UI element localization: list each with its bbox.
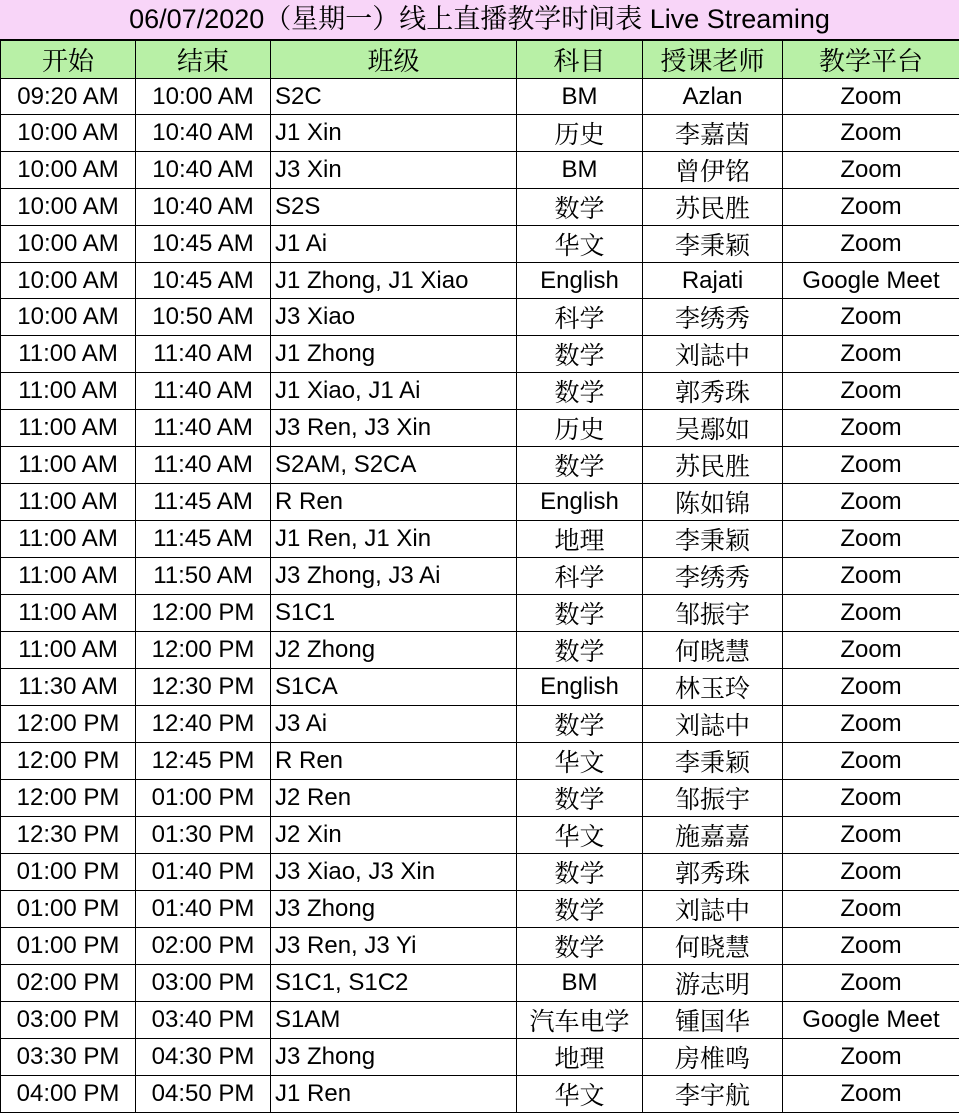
table-row (1, 447, 959, 484)
cell-platform: Zoom (783, 447, 959, 484)
cell-start: 11:00 AM (1, 521, 136, 558)
cell-start: 01:00 PM (1, 928, 136, 965)
table-row (1, 1039, 959, 1076)
cell-platform: Zoom (783, 115, 959, 152)
cell-teacher: 李秉颖 (643, 521, 783, 558)
cell-subject: 华文 (517, 226, 643, 263)
cell-end: 11:40 AM (136, 336, 271, 373)
cell-end: 01:40 PM (136, 854, 271, 891)
table-row (1, 373, 959, 410)
cell-platform: Zoom (783, 484, 959, 521)
cell-subject: 科学 (517, 299, 643, 336)
cell-subject: 科学 (517, 558, 643, 595)
cell-class: J1 Zhong (271, 336, 517, 373)
cell-start: 10:00 AM (1, 263, 136, 299)
cell-teacher: Azlan (643, 79, 783, 115)
table-row (1, 336, 959, 373)
cell-class: S2S (271, 189, 517, 226)
table-row (1, 410, 959, 447)
cell-platform: Zoom (783, 854, 959, 891)
cell-platform: Zoom (783, 226, 959, 263)
cell-start: 10:00 AM (1, 152, 136, 189)
cell-teacher: 苏民胜 (643, 447, 783, 484)
cell-subject: 数学 (517, 706, 643, 743)
cell-teacher: 施嘉嘉 (643, 817, 783, 854)
cell-start: 04:00 PM (1, 1076, 136, 1113)
cell-teacher: 刘誌中 (643, 891, 783, 928)
cell-end: 11:40 AM (136, 373, 271, 410)
cell-class: J1 Xiao, J1 Ai (271, 373, 517, 410)
cell-class: J3 Xiao (271, 299, 517, 336)
cell-class: S1C1 (271, 595, 517, 632)
header-end: 结束 (136, 41, 271, 79)
cell-subject: 数学 (517, 928, 643, 965)
cell-start: 03:00 PM (1, 1002, 136, 1039)
table-row (1, 780, 959, 817)
table-row (1, 226, 959, 263)
cell-end: 11:40 AM (136, 447, 271, 484)
table-row (1, 484, 959, 521)
cell-platform: Zoom (783, 669, 959, 706)
cell-class: J3 Zhong (271, 1039, 517, 1076)
cell-start: 11:00 AM (1, 484, 136, 521)
cell-teacher: 郭秀珠 (643, 854, 783, 891)
cell-subject: 历史 (517, 410, 643, 447)
cell-teacher: 郭秀珠 (643, 373, 783, 410)
cell-class: J3 Zhong, J3 Ai (271, 558, 517, 595)
header-subject: 科目 (517, 41, 643, 79)
cell-class: J3 Ai (271, 706, 517, 743)
cell-class: J2 Ren (271, 780, 517, 817)
cell-subject: 华文 (517, 1076, 643, 1113)
table-row (1, 706, 959, 743)
cell-subject: 数学 (517, 447, 643, 484)
cell-platform: Zoom (783, 299, 959, 336)
table-row (1, 632, 959, 669)
table-row (1, 928, 959, 965)
cell-end: 12:45 PM (136, 743, 271, 780)
cell-teacher: 邹振宇 (643, 595, 783, 632)
cell-end: 12:30 PM (136, 669, 271, 706)
cell-subject: BM (517, 965, 643, 1002)
cell-end: 11:50 AM (136, 558, 271, 595)
cell-class: J3 Ren, J3 Yi (271, 928, 517, 965)
cell-platform: Zoom (783, 928, 959, 965)
cell-teacher: 邹振宇 (643, 780, 783, 817)
cell-subject: 数学 (517, 891, 643, 928)
cell-subject: 地理 (517, 521, 643, 558)
cell-subject: 数学 (517, 373, 643, 410)
cell-class: S2C (271, 79, 517, 115)
cell-platform: Zoom (783, 1076, 959, 1113)
cell-subject: BM (517, 79, 643, 115)
cell-end: 01:00 PM (136, 780, 271, 817)
cell-start: 12:00 PM (1, 706, 136, 743)
cell-end: 10:40 AM (136, 115, 271, 152)
table-row (1, 152, 959, 189)
cell-class: R Ren (271, 743, 517, 780)
cell-teacher: 曾伊铭 (643, 152, 783, 189)
cell-subject: 华文 (517, 743, 643, 780)
table-row (1, 669, 959, 706)
cell-start: 12:00 PM (1, 743, 136, 780)
table-row (1, 1076, 959, 1113)
cell-platform: Zoom (783, 79, 959, 115)
header-class: 班级 (271, 41, 517, 79)
cell-class: J2 Xin (271, 817, 517, 854)
table-row (1, 965, 959, 1002)
cell-end: 01:30 PM (136, 817, 271, 854)
cell-class: J1 Ai (271, 226, 517, 263)
timetable-body (1, 79, 959, 1113)
cell-platform: Zoom (783, 1039, 959, 1076)
cell-class: J2 Zhong (271, 632, 517, 669)
cell-end: 11:40 AM (136, 410, 271, 447)
table-row (1, 854, 959, 891)
cell-platform: Zoom (783, 189, 959, 226)
table-row (1, 299, 959, 336)
cell-platform: Zoom (783, 891, 959, 928)
cell-start: 10:00 AM (1, 299, 136, 336)
timetable-title: 06/07/2020（星期一）线上直播教学时间表 Live Streaming (0, 0, 959, 40)
cell-start: 10:00 AM (1, 226, 136, 263)
cell-teacher: 游志明 (643, 965, 783, 1002)
cell-class: J1 Zhong, J1 Xiao (271, 263, 517, 299)
cell-platform: Zoom (783, 780, 959, 817)
cell-class: R Ren (271, 484, 517, 521)
cell-teacher: Rajati (643, 263, 783, 299)
cell-start: 02:00 PM (1, 965, 136, 1002)
cell-start: 11:00 AM (1, 373, 136, 410)
cell-platform: Zoom (783, 595, 959, 632)
cell-end: 03:00 PM (136, 965, 271, 1002)
cell-end: 11:45 AM (136, 484, 271, 521)
timetable-table (0, 40, 959, 1113)
cell-end: 01:40 PM (136, 891, 271, 928)
cell-end: 12:00 PM (136, 632, 271, 669)
cell-class: J3 Zhong (271, 891, 517, 928)
cell-teacher: 李秉颖 (643, 226, 783, 263)
table-row (1, 189, 959, 226)
cell-platform: Zoom (783, 817, 959, 854)
cell-subject: 数学 (517, 189, 643, 226)
cell-class: J1 Ren, J1 Xin (271, 521, 517, 558)
cell-teacher: 李绣秀 (643, 558, 783, 595)
cell-start: 11:00 AM (1, 447, 136, 484)
cell-teacher: 房椎鸣 (643, 1039, 783, 1076)
cell-subject: 数学 (517, 595, 643, 632)
header-start: 开始 (1, 41, 136, 79)
cell-start: 10:00 AM (1, 115, 136, 152)
cell-platform: Zoom (783, 521, 959, 558)
cell-platform: Zoom (783, 558, 959, 595)
cell-teacher: 锺国华 (643, 1002, 783, 1039)
cell-subject: 数学 (517, 780, 643, 817)
cell-end: 11:45 AM (136, 521, 271, 558)
cell-subject: 数学 (517, 632, 643, 669)
table-row (1, 817, 959, 854)
cell-teacher: 何晓慧 (643, 928, 783, 965)
cell-teacher: 刘誌中 (643, 706, 783, 743)
table-row (1, 1002, 959, 1039)
cell-platform: Zoom (783, 373, 959, 410)
cell-teacher: 李嘉茵 (643, 115, 783, 152)
table-row (1, 595, 959, 632)
cell-class: S1CA (271, 669, 517, 706)
cell-subject: 数学 (517, 336, 643, 373)
cell-start: 11:00 AM (1, 595, 136, 632)
header-platform: 教学平台 (783, 41, 959, 79)
header-row (1, 41, 959, 79)
cell-end: 03:40 PM (136, 1002, 271, 1039)
cell-class: J1 Xin (271, 115, 517, 152)
cell-start: 11:00 AM (1, 410, 136, 447)
cell-teacher: 陈如锦 (643, 484, 783, 521)
cell-teacher: 吴鄢如 (643, 410, 783, 447)
cell-class: J3 Xin (271, 152, 517, 189)
cell-platform: Zoom (783, 965, 959, 1002)
cell-platform: Zoom (783, 743, 959, 780)
cell-platform: Zoom (783, 410, 959, 447)
cell-start: 11:00 AM (1, 336, 136, 373)
cell-start: 11:30 AM (1, 669, 136, 706)
cell-platform: Zoom (783, 336, 959, 373)
cell-end: 12:00 PM (136, 595, 271, 632)
cell-teacher: 李秉颖 (643, 743, 783, 780)
table-row (1, 115, 959, 152)
cell-end: 10:00 AM (136, 79, 271, 115)
cell-platform: Zoom (783, 632, 959, 669)
cell-platform: Google Meet (783, 263, 959, 299)
cell-start: 09:20 AM (1, 79, 136, 115)
header-teacher: 授课老师 (643, 41, 783, 79)
cell-end: 10:40 AM (136, 189, 271, 226)
cell-teacher: 苏民胜 (643, 189, 783, 226)
cell-class: S2AM, S2CA (271, 447, 517, 484)
cell-subject: 华文 (517, 817, 643, 854)
table-row (1, 521, 959, 558)
cell-subject: English (517, 263, 643, 299)
cell-subject: 数学 (517, 854, 643, 891)
cell-start: 11:00 AM (1, 558, 136, 595)
cell-end: 04:50 PM (136, 1076, 271, 1113)
cell-subject: 历史 (517, 115, 643, 152)
cell-class: J3 Xiao, J3 Xin (271, 854, 517, 891)
cell-teacher: 李绣秀 (643, 299, 783, 336)
table-row (1, 558, 959, 595)
cell-subject: English (517, 669, 643, 706)
cell-start: 01:00 PM (1, 854, 136, 891)
table-row (1, 743, 959, 780)
cell-subject: 地理 (517, 1039, 643, 1076)
cell-end: 04:30 PM (136, 1039, 271, 1076)
cell-start: 01:00 PM (1, 891, 136, 928)
cell-teacher: 李宇航 (643, 1076, 783, 1113)
cell-subject: English (517, 484, 643, 521)
cell-subject: 汽车电学 (517, 1002, 643, 1039)
cell-platform: Zoom (783, 706, 959, 743)
cell-end: 10:40 AM (136, 152, 271, 189)
table-row (1, 891, 959, 928)
cell-start: 03:30 PM (1, 1039, 136, 1076)
cell-class: J1 Ren (271, 1076, 517, 1113)
cell-subject: BM (517, 152, 643, 189)
cell-end: 02:00 PM (136, 928, 271, 965)
cell-class: S1AM (271, 1002, 517, 1039)
table-row (1, 79, 959, 115)
cell-class: S1C1, S1C2 (271, 965, 517, 1002)
cell-end: 10:45 AM (136, 226, 271, 263)
cell-teacher: 刘誌中 (643, 336, 783, 373)
table-row (1, 263, 959, 299)
cell-start: 12:00 PM (1, 780, 136, 817)
cell-teacher: 何晓慧 (643, 632, 783, 669)
cell-teacher: 林玉玲 (643, 669, 783, 706)
cell-end: 12:40 PM (136, 706, 271, 743)
cell-end: 10:50 AM (136, 299, 271, 336)
cell-start: 11:00 AM (1, 632, 136, 669)
cell-start: 12:30 PM (1, 817, 136, 854)
cell-end: 10:45 AM (136, 263, 271, 299)
cell-class: J3 Ren, J3 Xin (271, 410, 517, 447)
cell-platform: Zoom (783, 152, 959, 189)
cell-start: 10:00 AM (1, 189, 136, 226)
cell-platform: Google Meet (783, 1002, 959, 1039)
